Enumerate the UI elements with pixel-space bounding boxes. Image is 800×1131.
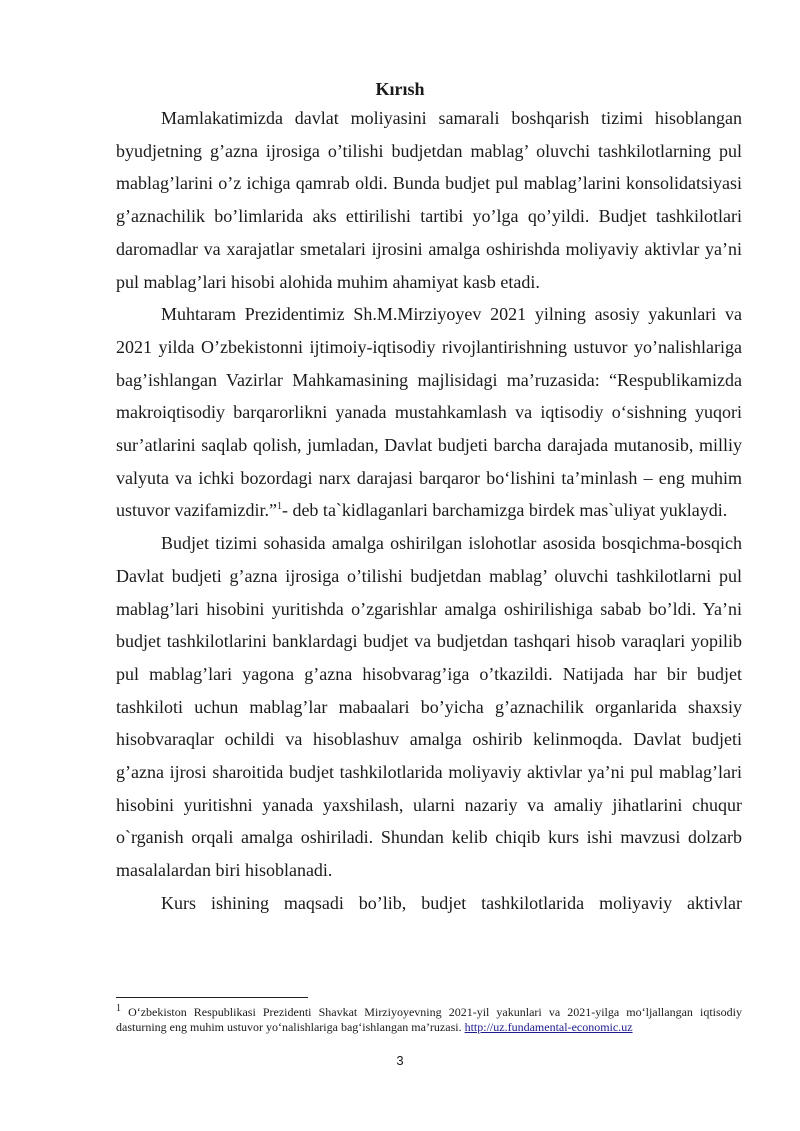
footnote-marker: 1 — [116, 1003, 121, 1014]
footnote-link[interactable]: http://uz.fundamental-economic.uz — [464, 1020, 633, 1034]
footnote-separator — [116, 997, 308, 998]
page-number: 3 — [396, 1053, 404, 1068]
paragraph-2-text: Muhtaram Prezidentimiz Sh.M.Mirziyoyev 2021 yilning asosiy yakunlari va 2021 yilda O’zbekistonni ijtimoiy-iqtisodiy rivojlantirishning ustuvor yo’nalishlariga bag’ishlangan Vazirlar Mahkamasining majlisidagi ma’ruzasida: “Respublikamizda makroiqtisodiy barqarorlikni yanada mustahkamlash va iqtisodiy o‘sishning yuqori sur’atlarini saqlab qolish, jumladan, Davlat budjeti barcha darajada mutanosib, milliy valyuta va ichki bozordagi narx darajasi barqaror bo‘lishini ta’minlash – eng muhim ustuvor vazifamizdir.” — [116, 304, 742, 521]
footnote-reference[interactable]: 1 — [276, 501, 282, 513]
paragraph-1: Mamlakatimizda davlat moliyasini samarali boshqarish tizimi hisoblangan byudjetning g’azna ijrosiga o’tilishi budjetdan mablag’ oluvchi tashkilotlarning pul mablag’larini o’z ichiga qamrab oldi. Bunda budjet pul mablag’larini konsolidatsiyasi g’aznachilik bo’limlarida aks ettirilishi tartibi yo’lga qo’yildi. Budjet tashkilotlari daromadlar va xarajatlar smetalari ijrosini amalga oshirishda moliyaviy aktivlar ya’ni pul mablag’lari hisobi alohida muhim ahamiyat kasb etadi. — [116, 108, 742, 292]
paragraph-3: Budjet tizimi sohasida amalga oshirilgan islohotlar asosida bosqichma-bosqich Davlat budjeti g’azna ijrosiga o’tilishi budjetdan mablag’ oluvchi tashkilotlarni pul mablag’lari hisobini yuritishda o’zgarishlar amalga oshirilishiga sabab bo’ldi. Ya’ni budjet tashkilotlarini banklardagi budjet va budjetdan tashqari hisob varaqlari yopilib pul mablag’lari yagona g’azna hisobvarag’iga o’tkazildi. Natijada har bir budjet tashkiloti uchun mablag’lar mabaalari bo’yicha g’aznachilik organlarida shaxsiy hisobvaraqlar ochildi va hisoblashuv amalga oshirib kelinmoqda. Davlat budjeti g’azna ijrosi sharoitida budjet tashkilotlarida moliyaviy aktivlar ya’ni pul mablag’lari hisobini yuritishni yanada yaxshilash, ularni nazariy va amaliy jihatlarini chuqur o`rganish orqali amalga oshiriladi. Shundan kelib chiqib kurs ishi mavzusi dolzarb masalalardan biri hisoblanadi. — [116, 533, 742, 881]
section-heading: Kırısh — [375, 79, 425, 99]
footnote-text: O‘zbekiston Respublikasi Prezidenti Shavkat Mirziyoyevning 2021-yil yakunlari va 2021-yilga mo‘ljallangan iqtisodiy dasturning eng muhim ustuvor yo‘nalishlariga bag‘ishlangan ma’ruzasi. — [116, 1005, 742, 1034]
footnote — [116, 1005, 742, 1035]
paragraph-2 — [116, 298, 742, 527]
body-text — [116, 102, 742, 920]
paragraph-4: Kurs ishining maqsadi bo’lib, budjet tashkilotlarida moliyaviy aktivlar — [161, 892, 742, 913]
paragraph-2-tail: - deb ta`kidlaganlari barchamizga birdek mas`uliyat yuklaydi. — [281, 500, 728, 521]
